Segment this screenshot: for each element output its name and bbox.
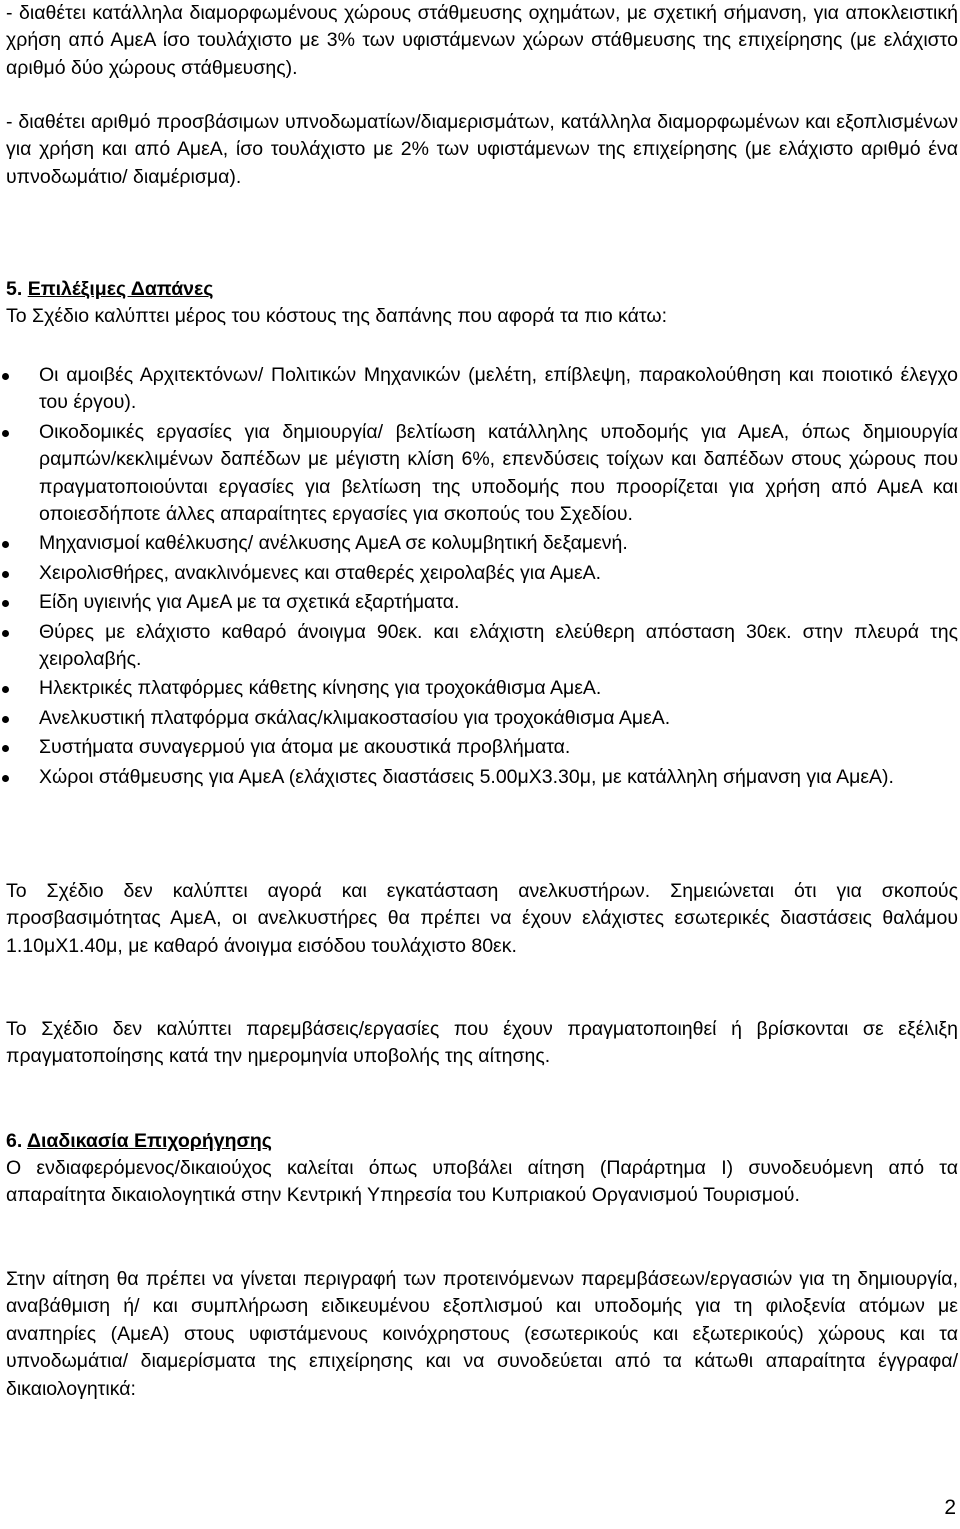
bullet-icon [2, 686, 9, 693]
description-paragraph: Στην αίτηση θα πρέπει να γίνεται περιγραφή των προτεινόμενων παρεμβάσεων/εργασιών για τη δημιουργία, αναβάθμιση ή/ και συμπλήρωση ειδικευμένου εξοπλισμού και υποδομής για τη φιλοξενία ατόμων με αναπηρίες (ΑμεΑ) στους υφιστάμενους κοινόχρηστους (εσωτερικούς και εξωτερικούς) χώρους και τα υπνοδωμάτια/ διαμερίσματα της επιχείρησης και να συνοδεύεται από τα κάτωθι απαραίτητα έγγραφα/δικαιολογητικά: [6, 1268, 958, 1400]
list-item: Χώροι στάθμευσης για ΑμεΑ (ελάχιστες διαστάσεις 5.00μΧ3.30μ, με κατάλληλη σήμανση για ΑμεΑ). [0, 764, 958, 791]
bullet-icon [2, 541, 9, 548]
list-item: Οικοδομικές εργασίες για δημιουργία/ βελτίωση κατάλληλης υποδομής για ΑμεΑ, όπως δημιουργία ραμπών/κεκλιμένων δαπέδων με μέγιστη κλίση 6%, επενδύσεις τοίχων και δαπέδων στους χώρους που πραγματοποιούνται εργασίες για βελτίωση της υποδομής που προορίζεται για χρήση από ΑμεΑ και οποιεσδήποτε άλλες απαραίτητες εργασίες για σκοπούς του Σχεδίου. [0, 419, 958, 529]
section-5-number: 5. [6, 278, 23, 300]
bullet-icon [2, 430, 9, 437]
bullet-icon [2, 716, 9, 723]
exclusion-paragraph: Το Σχέδιο δεν καλύπτει παρεμβάσεις/εργασίες που έχουν πραγματοποιηθεί ή βρίσκονται σε εξέλιξη πραγματοποίησης κατά την ημερομηνία υποβολής της αίτησης. [6, 1018, 958, 1068]
section-5-heading [6, 276, 958, 303]
section-6-title: Διαδικασία Επιχορήγησης [26, 1130, 272, 1152]
section-5-title: Επιλέξιμες Δαπάνες [27, 278, 214, 300]
section-6-heading [6, 1128, 958, 1155]
list-item: Μηχανισμοί καθέλκυσης/ ανέλκυσης ΑμεΑ σε κολυμβητική δεξαμενή. [0, 530, 958, 557]
page-number: 2 [944, 1496, 956, 1519]
list-item: Ηλεκτρικές πλατφόρμες κάθετης κίνησης για τροχοκάθισμα ΑμεΑ. [0, 675, 958, 702]
list-item: Ανελκυστική πλατφόρμα σκάλας/κλιμακοστασίου για τροχοκάθισμα ΑμεΑ. [0, 705, 958, 732]
list-item: Οι αμοιβές Αρχιτεκτόνων/ Πολιτικών Μηχανικών (μελέτη, επίβλεψη, παρακολούθηση και ποιοτικό έλεγχο του έργου). [0, 362, 958, 417]
list-item: Θύρες με ελάχιστο καθαρό άνοιγμα 90εκ. και ελάχιστη ελεύθερη απόσταση 30εκ. στην πλευρά της χειρολαβής. [0, 619, 958, 674]
section-5-intro: Το Σχέδιο καλύπτει μέρος του κόστους της δαπάνης που αφορά τα πιο κάτω: [6, 305, 668, 327]
list-item: Είδη υγιεινής για ΑμεΑ με τα σχετικά εξαρτήματα. [0, 589, 958, 616]
bullet-icon [2, 373, 9, 380]
section-6-number: 6. [6, 1130, 23, 1152]
list-item: Χειρολισθήρες, ανακλινόμενες και σταθερές χειρολαβές για ΑμεΑ. [0, 560, 958, 587]
bullet-icon [2, 600, 9, 607]
eligible-expenses-list [0, 362, 958, 791]
application-paragraph: Ο ενδιαφερόμενος/δικαιούχος καλείται όπως υποβάλει αίτηση (Παράρτημα Ι) συνοδευόμενη από τα απαραίτητα δικαιολογητικά στην Κεντρική Υπηρεσία του Κυπριακού Οργανισμού Τουρισμού. [6, 1157, 958, 1207]
bullet-icon [2, 630, 9, 637]
bullet-icon [2, 745, 9, 752]
dash-item-rooms: - διαθέτει αριθμό προσβάσιμων υπνοδωματίων/διαμερισμάτων, κατάλληλα διαμορφωμένων και εξοπλισμένων για χρήση και από ΑμεΑ, ίσο τουλάχιστο με 2% των υφιστάμενων της επιχείρησης (με ελάχιστο αριθμό ένα υπνοδωμάτιο/ διαμέρισμα). [6, 111, 958, 188]
bullet-icon [2, 775, 9, 782]
bullet-icon [2, 571, 9, 578]
list-item: Συστήματα συναγερμού για άτομα με ακουστικά προβλήματα. [0, 734, 958, 761]
elevator-paragraph: Το Σχέδιο δεν καλύπτει αγορά και εγκατάσταση ανελκυστήρων. Σημειώνεται ότι για σκοπούς προσβασιμότητας ΑμεΑ, οι ανελκυστήρες θα πρέπει να έχουν ελάχιστες εσωτερικές διαστάσεις θαλάμου 1.10μΧ1.40μ, με καθαρό άνοιγμα εισόδου τουλάχιστο 80εκ. [6, 880, 958, 957]
dash-item-parking: - διαθέτει κατάλληλα διαμορφωμένους χώρους στάθμευσης οχημάτων, με σχετική σήμανση, για αποκλειστική χρήση από ΑμεΑ ίσο τουλάχιστο με 3% των υφιστάμενων χώρων στάθμευσης της επιχείρησης (με ελάχιστο αριθμό δύο χώρους στάθμευσης). [6, 2, 958, 79]
